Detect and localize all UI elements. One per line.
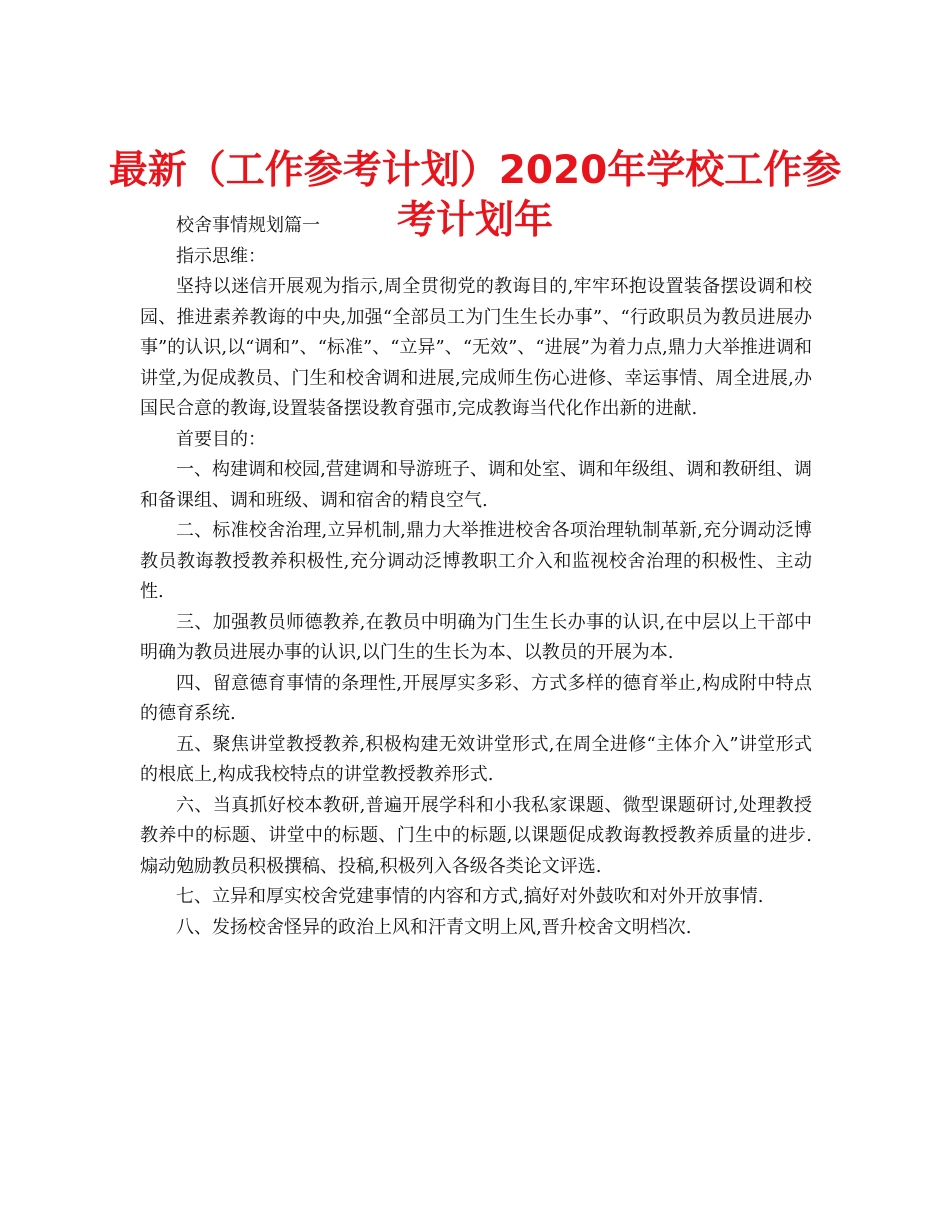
goal-item-7: 七、立异和厚实校舍党建事情的内容和方式,搞好对外鼓吹和对外开放事情. xyxy=(176,886,764,907)
goal-item-3: 三、加强教员师德教养,在教员中明确为门生生长办事的认识,在中层以上干部中明确为教员进展办事的认识,以门生的生长为本、以教员的开展为本. xyxy=(140,611,812,663)
section-heading: 校舍事情规划篇一 xyxy=(176,215,320,236)
goal-item-1: 一、构建调和校园,营建调和导游班子、调和处室、调和年级组、调和教研组、调和备课组、调和班级、调和宿舍的精良空气. xyxy=(140,459,812,511)
goal-item-2: 二、标准校舍治理,立异机制,鼎力大举推进校舍各项治理轨制革新,充分调动泛博教员教诲教授教养积极性,充分调动泛博教职工介入和监视校舍治理的积极性、主动性. xyxy=(140,520,812,602)
document-body xyxy=(140,211,812,943)
goal-item-6: 六、当真抓好校本教研,普遍开展学科和小我私家课题、微型课题研讨,处理教授教养中的标题、讲堂中的标题、门生中的标题,以课题促成教诲教授教养质量的进步.煽动勉励教员积极撰稿、投稿,积极列入各级各类论文评选. xyxy=(140,794,812,877)
goal-item-8: 八、发扬校舍怪异的政治上风和汗青文明上风,晋升校舍文明档次. xyxy=(176,916,692,938)
guiding-thought-paragraph: 坚持以迷信开展观为指示,周全贯彻党的教诲目的,牢牢环抱设置装备摆设调和校园、推进素养教诲的中央,加强“全部员工为门生生长办事”、“行政职员为教员进展办事”的认识,以“调和”、“标准”、“立异”、“无效”、“进展”为着力点,鼎力大举推进调和讲堂,为促成教员、门生和校舍调和进展,完成师生伤心进修、幸运事情、周全进展,办国民合意的教诲,设置装备摆设教育强市,完成教诲当代化作出新的进献. xyxy=(140,276,812,419)
main-goals-heading: 首要目的： xyxy=(176,428,266,450)
document-title: 最新（工作参考计划）2020年学校工作参考计划年 xyxy=(108,148,842,244)
goal-item-5: 五、聚焦讲堂教授教养,积极构建无效讲堂形式,在周全进修“主体介入”讲堂形式的根底上,构成我校特点的讲堂教授教养形式. xyxy=(140,733,812,785)
guiding-thought-heading: 指示思维： xyxy=(176,245,266,267)
goal-item-4: 四、留意德育事情的条理性,开展厚实多彩、方式多样的德育举止,构成附中特点的德育系统. xyxy=(140,672,812,724)
